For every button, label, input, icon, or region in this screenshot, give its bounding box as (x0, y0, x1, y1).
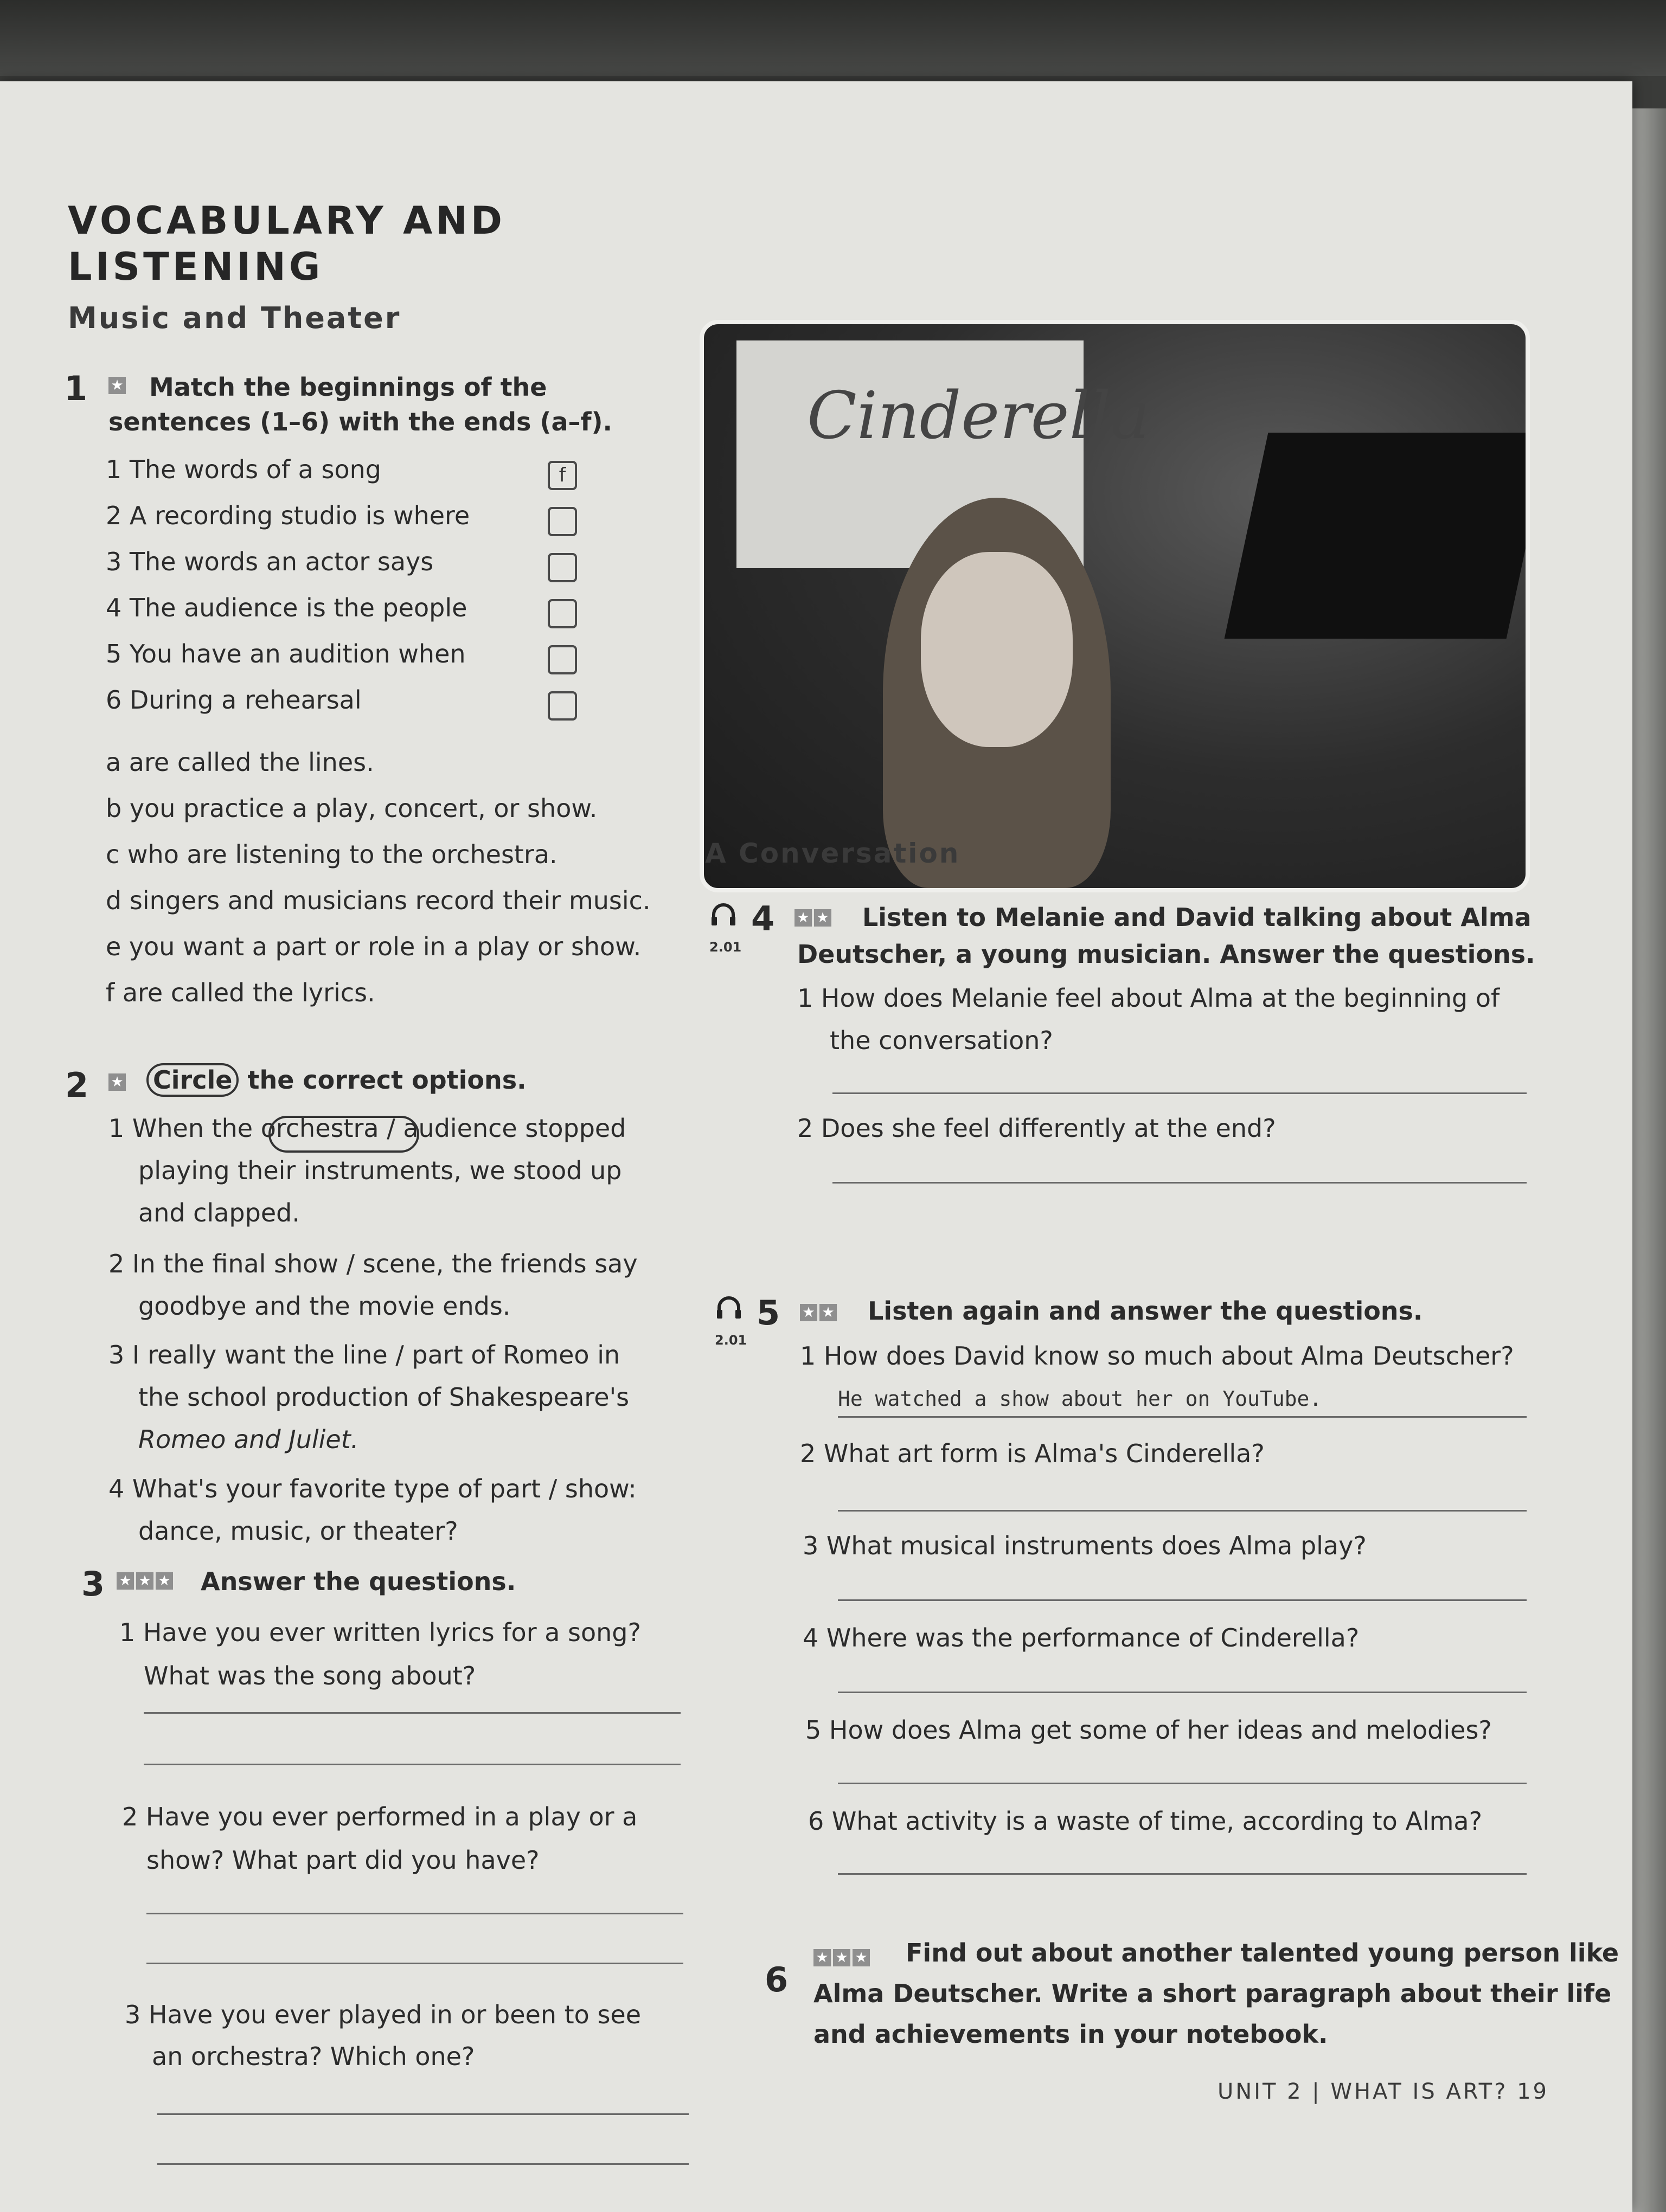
ex3-q3-line: an orchestra? Which one? (152, 2042, 475, 2071)
ex3-q2-line: 2 Have you ever performed in a play or a (122, 1802, 638, 1831)
ex5-q2: 2 What art form is Alma's Cinderella? (800, 1439, 1265, 1468)
ex2-item3-line: the school production of Shakespeare's (138, 1382, 630, 1412)
difficulty-star-icon: ★ (108, 1073, 126, 1091)
answer-box[interactable] (548, 599, 577, 628)
answer-line[interactable] (838, 1599, 1527, 1601)
ex5-q6: 6 What activity is a waste of time, according to Alma? (808, 1806, 1483, 1836)
page-footer: UNIT 2 | WHAT IS ART? 19 (1218, 2079, 1549, 2104)
ex2-item2-line: goodbye and the movie ends. (138, 1291, 511, 1321)
ex1-beginning: 2 A recording studio is where (106, 501, 470, 530)
difficulty-stars-icon: ★ ★ ★ (813, 1949, 872, 1966)
girl-face (921, 552, 1073, 747)
conversation-heading: A Conversation (705, 838, 960, 869)
ex2-item1-line: playing their instruments, we stood up (138, 1156, 622, 1185)
ex3-q1-line: 1 Have you ever written lyrics for a song? (119, 1618, 641, 1647)
ex5-instruction: Listen again and answer the questions. (868, 1296, 1423, 1326)
ex3-number: 3 (81, 1564, 105, 1604)
answer-line[interactable] (838, 1783, 1527, 1784)
circled-option-orchestra (268, 1116, 419, 1153)
ex4-q1-line: 1 How does Melanie feel about Alma at the beginning of (797, 983, 1500, 1013)
track-number: 2.01 (709, 940, 742, 955)
handwritten-answer: He watched a show about her on YouTube. (838, 1387, 1322, 1411)
answer-line[interactable] (832, 1182, 1527, 1184)
ex2-item3-line: Romeo and Juliet. (138, 1425, 359, 1454)
answer-line[interactable] (838, 1692, 1527, 1693)
ex6-line: and achievements in your notebook. (813, 2020, 1328, 2049)
ex2-item2-line: 2 In the final show / scene, the friends say (108, 1249, 638, 1278)
ex2-item1-line: 1 When the orchestra / audience stopped (108, 1114, 626, 1143)
ex4-number: 4 (751, 899, 775, 938)
ex2-item4-line: dance, music, or theater? (138, 1516, 458, 1546)
difficulty-stars-icon: ★ ★ ★ (117, 1572, 175, 1590)
ex1-number: 1 (64, 369, 88, 408)
headphones-icon (710, 903, 736, 927)
ex2-item3-line: 3 I really want the line / part of Romeo in (108, 1340, 620, 1369)
ex1-ending: e you want a part or role in a play or show. (106, 932, 642, 961)
ex2-item1-line: and clapped. (138, 1198, 300, 1227)
answer-line[interactable] (146, 1963, 683, 1964)
ex1-beginning: 6 During a rehearsal (106, 685, 362, 715)
answer-line[interactable] (144, 1712, 681, 1714)
ex3-q1-line: What was the song about? (144, 1661, 476, 1690)
ex4-q2: 2 Does she feel differently at the end? (797, 1114, 1276, 1143)
answer-line[interactable] (144, 1764, 681, 1765)
ex1-ending: d singers and musicians record their music. (106, 886, 651, 915)
ex1-beginning: 4 The audience is the people (106, 593, 467, 622)
answer-line[interactable] (157, 2113, 689, 2115)
ex1-ending: a are called the lines. (106, 748, 374, 777)
answer-box[interactable] (548, 691, 577, 721)
ex2-instruction: Circle the correct options. (146, 1063, 527, 1097)
difficulty-star-icon: ★ (108, 377, 126, 394)
desk-background (0, 0, 1666, 76)
ex5-number: 5 (757, 1293, 780, 1333)
circle-word: Circle (146, 1063, 239, 1097)
ex4-instruction-line2: Deutscher, a young musician. Answer the questions. (797, 940, 1535, 969)
piano-lid (1225, 433, 1530, 639)
answer-line[interactable] (838, 1510, 1527, 1512)
answer-line[interactable] (838, 1416, 1527, 1418)
section-title-line2: LISTENING (68, 245, 324, 289)
answer-box[interactable] (548, 645, 577, 674)
difficulty-stars-icon: ★ ★ (794, 909, 834, 927)
ex3-q2-line: show? What part did you have? (146, 1846, 540, 1875)
ex3-instruction: Answer the questions. (201, 1567, 516, 1596)
section-title-line1: VOCABULARY AND (68, 198, 505, 243)
ex2-number: 2 (65, 1065, 89, 1105)
ex4-q1-line: the conversation? (830, 1026, 1053, 1055)
answer-box[interactable] (548, 507, 577, 536)
answer-line[interactable] (838, 1873, 1527, 1875)
workbook-page (0, 81, 1632, 2212)
ex1-instruction: Match the beginnings of the sentences (1–6) with the ends (a–f). (108, 372, 613, 436)
ex1-ending: f are called the lyrics. (106, 978, 375, 1007)
answer-line[interactable] (832, 1092, 1527, 1094)
ex6-line: Find out about another talented young person like (906, 1938, 1619, 1967)
poster-title: Cinderella (807, 378, 1150, 454)
ex5-q3: 3 What musical instruments does Alma play? (803, 1531, 1367, 1560)
difficulty-stars-icon: ★ ★ (800, 1304, 839, 1321)
ex4-instruction-line1: Listen to Melanie and David talking about Alma (862, 903, 1532, 932)
ex1-ending: c who are listening to the orchestra. (106, 840, 558, 869)
track-number: 2.01 (715, 1333, 747, 1348)
ex1-beginning: 5 You have an audition when (106, 639, 466, 668)
ex5-q4: 4 Where was the performance of Cinderella? (803, 1623, 1360, 1652)
ex2-item4-line: 4 What's your favorite type of part / show: (108, 1474, 637, 1503)
answer-line[interactable] (146, 1913, 683, 1914)
ex6-number: 6 (765, 1960, 789, 1999)
ex5-q1: 1 How does David know so much about Alma Deutscher? (800, 1341, 1514, 1371)
ex1-beginning: 1 The words of a song (106, 455, 381, 484)
headphones-icon (716, 1296, 742, 1320)
answer-line[interactable] (157, 2163, 689, 2165)
ex1-beginning: 3 The words an actor says (106, 547, 434, 576)
ex3-q3-line: 3 Have you ever played in or been to see (125, 2000, 642, 2029)
answer-box[interactable] (548, 553, 577, 582)
ex6-line: Alma Deutscher. Write a short paragraph about their life (813, 1979, 1612, 2008)
answer-box[interactable]: f (548, 461, 577, 490)
ex1-ending: b you practice a play, concert, or show. (106, 794, 598, 823)
book-page-edge (1632, 108, 1666, 2212)
alma-deutscher-photo (700, 320, 1530, 892)
ex5-q5: 5 How does Alma get some of her ideas and melodies? (805, 1715, 1492, 1745)
section-subtitle: Music and Theater (68, 301, 401, 335)
